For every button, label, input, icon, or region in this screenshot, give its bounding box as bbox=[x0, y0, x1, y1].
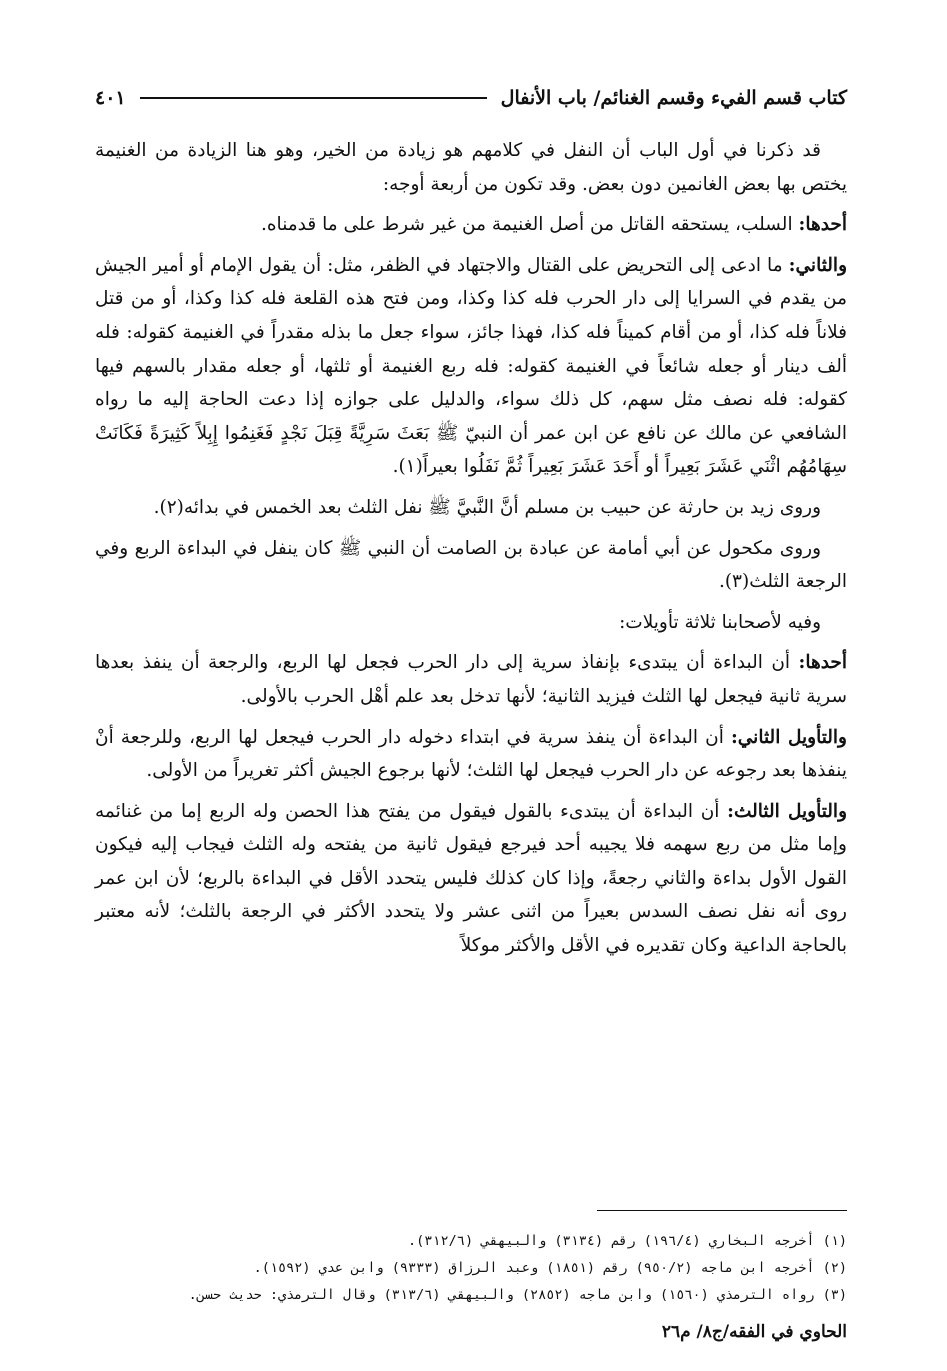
paragraph: والتأويل الثالث: أن البداءة أن يبتدىء بالقول فيقول من يفتح هذا الحصن وله الربع إما من غنائمه وإما مثل من ربع سهمه فلا يجيبه أحد فيرجع فيقول ثانية من يفتحه وله الثلث فيجاب إليه فيكون القول الأول بداءة والثاني رجعةً، وإذا كان كذلك فليس يتحدد الأقل في البداءة بالربع؛ لأن ابن عمر روى أنه نفل نصف السدس بعيراً من اثنى عشر ولا يتحدد الأكثر في الرجعة بالثلث؛ لأنه معتبر بالحاجة الداعية وكان تقديره في الأقل والأكثر موكلاً bbox=[95, 800, 848, 957]
running-header bbox=[95, 78, 847, 118]
page-number: ٤٠١ bbox=[95, 87, 126, 109]
paragraph: وروى مكحول عن أبي أمامة عن عبادة بن الصامت أن النبي ﷺ كان ينفل في البداءة الربع وفي الرجعة الثلث(٣). bbox=[95, 537, 847, 593]
footnotes bbox=[95, 1228, 847, 1309]
chapter-title: كتاب قسم الفيء وقسم الغنائم/ باب الأنفال bbox=[500, 87, 847, 109]
footnote-separator bbox=[597, 1210, 847, 1211]
paragraph-lead: والتأويل الثاني: bbox=[730, 726, 847, 748]
footnote: (٣) رواه الترمذي (١٥٦٠) وابن ماجه (٢٨٥٢) والبيهقي (٣١٣/٦) وقال الترمذي: حديث حسن. bbox=[188, 1287, 847, 1303]
header-rule bbox=[140, 97, 487, 99]
footnote: (٢) أخرجه ابن ماجه (٩٥٠/٢) رقم (١٨٥١) وعبد الرزاق (٩٣٣٣) وابن عدي (١٥٩٢). bbox=[253, 1260, 847, 1276]
paragraph-lead: أحدها: bbox=[798, 214, 847, 236]
paragraph-lead: والتأويل الثالث: bbox=[727, 800, 848, 822]
paragraph: قد ذكرنا في أول الباب أن النفل في كلامهم هو زيادة من الخير، وهو هنا الزيادة من الغنيمة يختص بها بعض الغانمين دون بعض. وقد تكون من أربعة أوجه: bbox=[95, 140, 847, 195]
paragraph-lead: أحدها: bbox=[798, 652, 847, 674]
document-page bbox=[95, 0, 847, 1371]
paragraph: والثاني: ما ادعى إلى التحريض على القتال والاجتهاد في الظفر، مثل: أن يقول الإمام أو أمير الجيش من يقدم في السرايا إلى دار الحرب فله كذا وكذا، ومن فتح هذه القلعة فله كذا وكذا، أو من قتل فلاناً فله كذا، أو من أقام كميناً فله كذا، فهذا جائز، سواء جعل ما بذله مقدراً في الغنيمة كقوله: فله ألف دينار أو جعله شائعاً في الغنيمة كقوله: فله ربع الغنيمة أو ثلثها، أو جعله مقدار بالسهم فيها كقوله: فله نصف مثل سهم، كل ذلك سواء، والدليل على جوازه إذا دعت الحاجة إليه ما رواه الشافعي عن مالك عن نافع عن ابن عمر أن النبيّ ﷺ بَعَثَ سَرِيَّةً قِبَلَ نَجْدٍ فَغَنِمُوا إِبِلاً كَثِيرَةً فَكَانَتْ سِهَامُهُم اثْنَي عَشَرَ بَعِيراً أو أَحَدَ عَشَرَ بَعِيراً ثُمَّ نَفَلُوا بعيراً(١). bbox=[95, 254, 847, 478]
paragraph: أحدها: أن البداءة أن يبتدىء بإنفاذ سرية إلى دار الحرب فجعل لها الربع، والرجعة أن ينفذ بعدها سرية ثانية فيجعل لها الثلث فيزيد الثانية؛ لأنها تدخل بعد علم أهْل الحرب بالأولى. bbox=[95, 652, 847, 707]
paragraph: أحدها: السلب، يستحقه القاتل من أصل الغنيمة من غير شرط على ما قدمناه. bbox=[260, 214, 847, 236]
page-footer: الحاوي في الفقه/ج٨/ م٢٦ bbox=[661, 1322, 847, 1342]
footnote: (١) أخرجه البخاري (١٩٦/٤) رقم (٣١٣٤) والبيهقي (٣١٢/٦). bbox=[408, 1233, 847, 1249]
paragraph: وفيه لأصحابنا ثلاثة تأويلات: bbox=[619, 611, 821, 633]
body-text bbox=[95, 134, 847, 970]
paragraph-lead: والثاني: bbox=[788, 254, 847, 276]
paragraph: والتأويل الثاني: أن البداءة أن ينفذ سرية في ابتداء دخوله دار الحرب فيجعل لها الربع، وللرجعة أنْ ينفذها بعد رجوعه عن دار الحرب فيجعل لها الثلث؛ لأنها برجوع الجيش أكثر تغريراً من الأولى. bbox=[95, 726, 847, 782]
paragraph: وروى زيد بن حارثة عن حبيب بن مسلم أنَّ النَّبيَّ ﷺ نفل الثلث بعد الخمس في بدائه(٢). bbox=[153, 496, 821, 518]
